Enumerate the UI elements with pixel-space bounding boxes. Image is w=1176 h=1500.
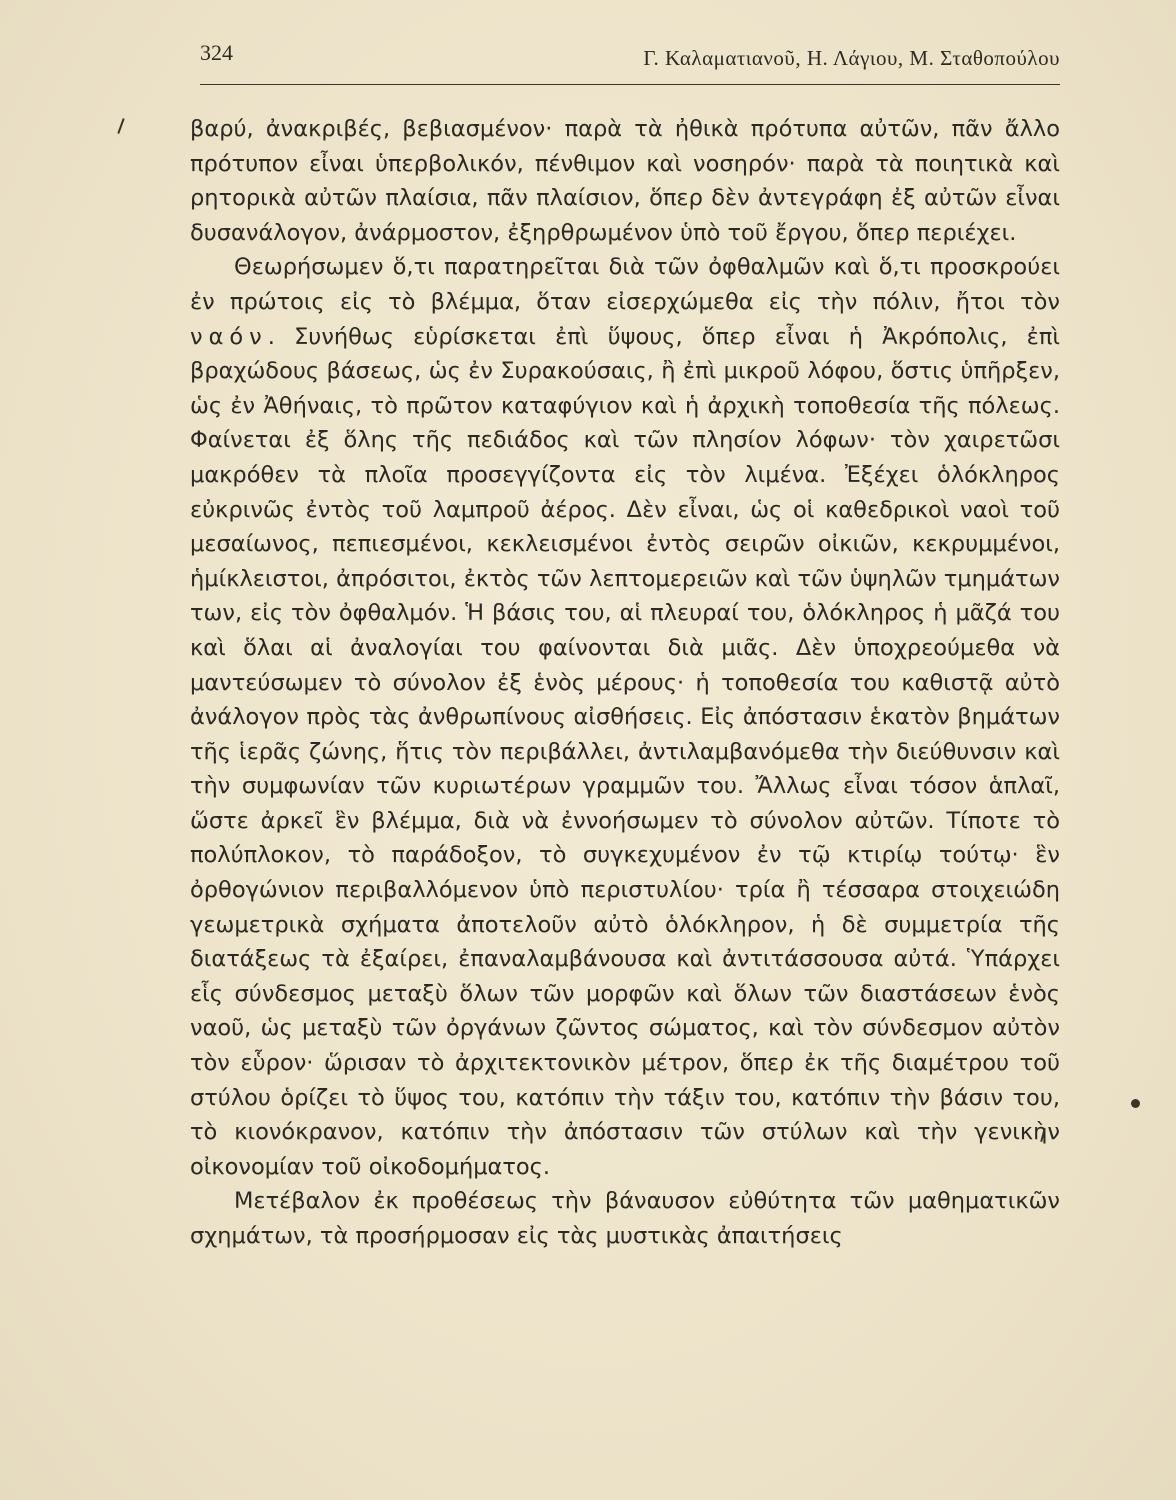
- running-head-authors: Γ. Καλαματιανοῦ, Η. Λάγιου, Μ. Σταθοπούλου: [643, 46, 1060, 70]
- paragraph-temple: [190, 250, 1060, 1184]
- page-header: [200, 40, 1060, 80]
- paragraph-continued: βαρύ, ἀνακριβές, βεβιασμένον· παρὰ τὰ ἠθικὰ πρότυπα αὐτῶν, πᾶν ἄλλο πρότυπον εἶναι ὑπερβολικόν, πένθιμον καὶ νοσηρόν· παρὰ τὰ ποιητικὰ καὶ ρητορικὰ αὐτῶν πλαίσια, πᾶν πλαίσιον, ὅπερ δὲν ἀντεγράφη ἐξ αὐτῶν εἶναι δυσανάλογον, ἀνάρμοστον, ἐξηρθρωμένον ὑπὸ τοῦ ἔργου, ὅπερ περιέχει.: [190, 116, 1060, 246]
- spaced-word-naon: ναόν: [190, 323, 268, 350]
- paragraph-temple-rest: . Συνήθως εὑρίσκεται ἐπὶ ὕψους, ὅπερ εἶναι ἡ Ἀκρόπολις, ἐπὶ βραχώδους βάσεως, ὡς ἐν Συρακούσαις, ἢ ἐπὶ μικροῦ λόφου, ὅστις ὑπῆρξεν, ὡς ἐν Ἀθήναις, τὸ πρῶτον καταφύγιον καὶ ἡ ἀρχικὴ τοποθεσία τῆς πόλεως. Φαίνεται ἐξ ὅλης τῆς πεδιάδος καὶ τῶν πλησίον λόφων· τὸν χαιρετῶσι μακρόθεν τὰ πλοῖα προσεγγίζοντα εἰς τὸν λιμένα. Ἐξέχει ὁλόκληρος εὐκρινῶς ἐντὸς τοῦ λαμπροῦ ἀέρος. Δὲν εἶναι, ὡς οἱ καθεδρικοὶ ναοὶ τοῦ μεσαίωνος, πεπιεσμένοι, κεκλεισμένοι ἐντὸς σειρῶν οἰκιῶν, κεκρυμμένοι, ἡμίκλειστοι, ἀπρόσιτοι, ἐκτὸς τῶν λεπτομερειῶν καὶ τῶν ὑψηλῶν τμημάτων των, εἰς τὸν ὀφθαλμόν. Ἡ βάσις του, αἱ πλευραί του, ὁλόκληρος ἡ μᾶζά του καὶ ὅλαι αἱ ἀναλογίαι του φαίνονται διὰ μιᾶς. Δὲν ὑποχρεούμεθα νὰ μαντεύσωμεν τὸ σύνολον ἐξ ἑνὸς μέρους· ἡ τοποθεσία του καθιστᾷ αὐτὸ ἀνάλογον πρὸς τὰς ἀνθρωπίνους αἰσθήσεις. Εἰς ἀπόστασιν ἑκατὸν βημάτων τῆς ἱερᾶς ζώνης, ἥτις τὸν περιβάλλει, ἀντιλαμβανόμεθα τὴν διεύθυνσιν καὶ τὴν συμφωνίαν τῶν κυριωτέρων γραμμῶν του. Ἄλλως εἶναι τόσον ἁπλαῖ, ὥστε ἀρκεῖ ἓν βλέμμα, διὰ νὰ ἐννοήσωμεν τὸ σύνολον αὐτῶν. Τίποτε τὸ πολύπλοκον, τὸ παράδοξον, τὸ συγκεχυμένον ἐν τῷ κτιρίῳ τούτῳ· ἓν ὀρθογώνιον περιβαλλόμενον ὑπὸ περιστυλίου· τρία ἢ τέσσαρα στοιχειώδη γεωμετρικὰ σχήματα ἀποτελοῦν αὐτὸ ὁλόκληρον, ἡ δὲ συμμετρία τῆς διατάξεως τὰ ἐξαίρει, ἐπαναλαμβάνουσα καὶ ἀντιτάσσουσα αὐτά. Ὑπάρχει εἷς σύνδεσμος μεταξὺ ὅλων τῶν μορφῶν καὶ ὅλων τῶν διαστάσεων ἑνὸς ναοῦ, ὡς μεταξὺ τῶν ὀργάνων ζῶντος σώματος, καὶ τὸν σύνδεσμον αὐτὸν τὸν εὗρον· ὥρισαν τὸ ἀρχιτεκτονικὸν μέτρον, ὅπερ ἐκ τῆς διαμέτρου τοῦ στύλου ὁρίζει τὸ ὕψος του, κατόπιν τὴν τάξιν του, κατόπιν τὴν βάσιν του, τὸ κιονόκρανον, κατόπιν τὴν ἀπόστασιν τῶν στύλων καὶ τὴν γενικὴν οἰκονομίαν τοῦ οἰκοδομήματος.: [190, 323, 1060, 1180]
- margin-pencil-mark: [117, 118, 124, 134]
- margin-dot-mark: [1131, 1099, 1140, 1108]
- header-rule: [200, 84, 1060, 85]
- body-text: [190, 112, 1060, 1254]
- paragraph-temple-start: Θεωρήσωμεν ὅ,τι παρατηρεῖται διὰ τῶν ὀφθαλμῶν καὶ ὅ,τι προσκρούει ἐν πρώτοις εἰς τὸ βλέμμα, ὅταν εἰσερχώμεθα εἰς τὴν πόλιν, ἤτοι τὸν: [190, 254, 1060, 315]
- paragraph-final: Μετέβαλον ἐκ προθέσεως τὴν βάναυσον εὐθύτητα τῶν μαθηματικῶν σχημάτων, τὰ προσήρμοσαν εἰς τὰς μυστικὰς ἀπαιτήσεις: [190, 1188, 1060, 1249]
- page-number: 324: [200, 40, 233, 65]
